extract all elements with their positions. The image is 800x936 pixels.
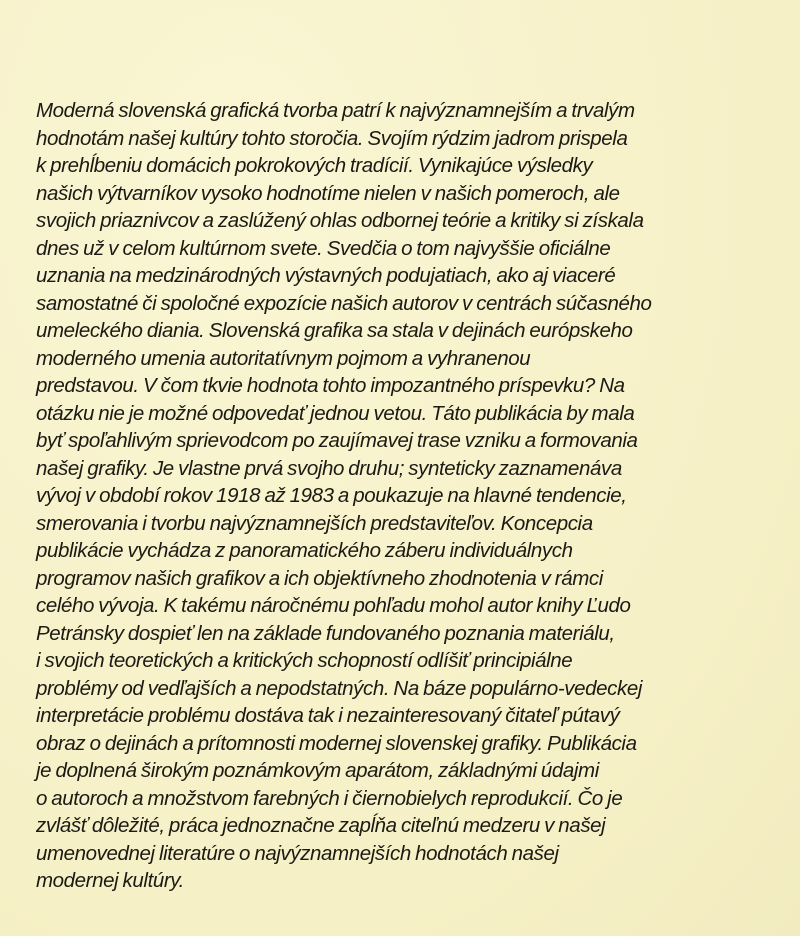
text-line: je doplnená širokým poznámkovým aparátom, základnými údajmi: [36, 759, 599, 782]
text-line: Petránsky dospieť len na základe fundovaného poznania materiálu,: [36, 621, 615, 645]
text-line: publikácie vychádza z panoramatického záberu individuálnych: [36, 539, 573, 562]
text-line: Moderná slovenská grafická tvorba patrí k najvýznamnejším a trvalým: [36, 99, 635, 122]
text-line: k prehĺbeniu domácich pokrokových tradícií. Vynikajúce výsledky: [36, 154, 593, 177]
text-line: zvlášť dôležité, práca jednoznačne zapĺňa citeľnú medzeru v našej: [36, 814, 606, 837]
text-line: našich výtvarníkov vysoko hodnotíme nielen v našich pomeroch, ale: [36, 181, 620, 205]
text-line: problémy od vedľajších a nepodstatných. Na báze populárno-vedeckej: [36, 676, 642, 700]
text-line: obraz o dejinách a prítomnosti modernej slovenskej grafiky. Publikácia: [36, 731, 637, 755]
text-line: dnes už v celom kultúrnom svete. Svedčia o tom najvyššie oficiálne: [36, 236, 611, 260]
text-line: našej grafiky. Je vlastne prvá svojho druhu; synteticky zaznamenáva: [36, 456, 622, 480]
text-line: umeleckého diania. Slovenská grafika sa stala v dejinách európskeho: [36, 319, 633, 342]
blurb-text: [36, 97, 756, 895]
text-line: byť spoľahlivým sprievodcom po zaujímavej trase vzniku a formovania: [36, 429, 638, 452]
text-line: i svojich teoretických a kritických schopností odlíšiť principiálne: [36, 649, 573, 672]
text-line: modernej kultúry.: [36, 869, 184, 892]
text-line: smerovania i tvorbu najvýznamnejších predstaviteľov. Koncepcia: [36, 511, 593, 535]
text-line: umenovednej literatúre o najvýznamnejších hodnotách našej: [36, 841, 559, 865]
text-line: programov našich grafikov a ich objektívneho zhodnotenia v rámci: [36, 566, 603, 590]
text-line: interpretácie problému dostáva tak i nezainteresovaný čitateľ pútavý: [36, 704, 620, 727]
text-line: predstavou. V čom tkvie hodnota tohto impozantného príspevku? Na: [36, 374, 625, 397]
text-line: uznania na medzinárodných výstavných podujatiach, ako aj viaceré: [36, 264, 616, 287]
text-line: svojich priaznivcov a zaslúžený ohlas odbornej teórie a kritiky si získala: [36, 209, 644, 232]
text-line: hodnotám našej kultúry tohto storočia. Svojím rýdzim jadrom prispela: [36, 126, 628, 150]
text-line: moderného umenia autoritatívnym pojmom a vyhranenou: [36, 346, 531, 370]
text-line: o autoroch a množstvom farebných i čiernobielych reprodukcií. Čo je: [36, 786, 623, 810]
text-line: samostatné či spoločné expozície našich autorov v centrách súčasného: [36, 291, 652, 315]
text-line: otázku nie je možné odpovedať jednou vetou. Táto publikácia by mala: [36, 401, 635, 425]
text-line: celého vývoja. K takému náročnému pohľadu mohol autor knihy Ľudo: [36, 594, 631, 617]
text-line: vývoj v období rokov 1918 až 1983 a poukazuje na hlavné tendencie,: [36, 484, 627, 507]
